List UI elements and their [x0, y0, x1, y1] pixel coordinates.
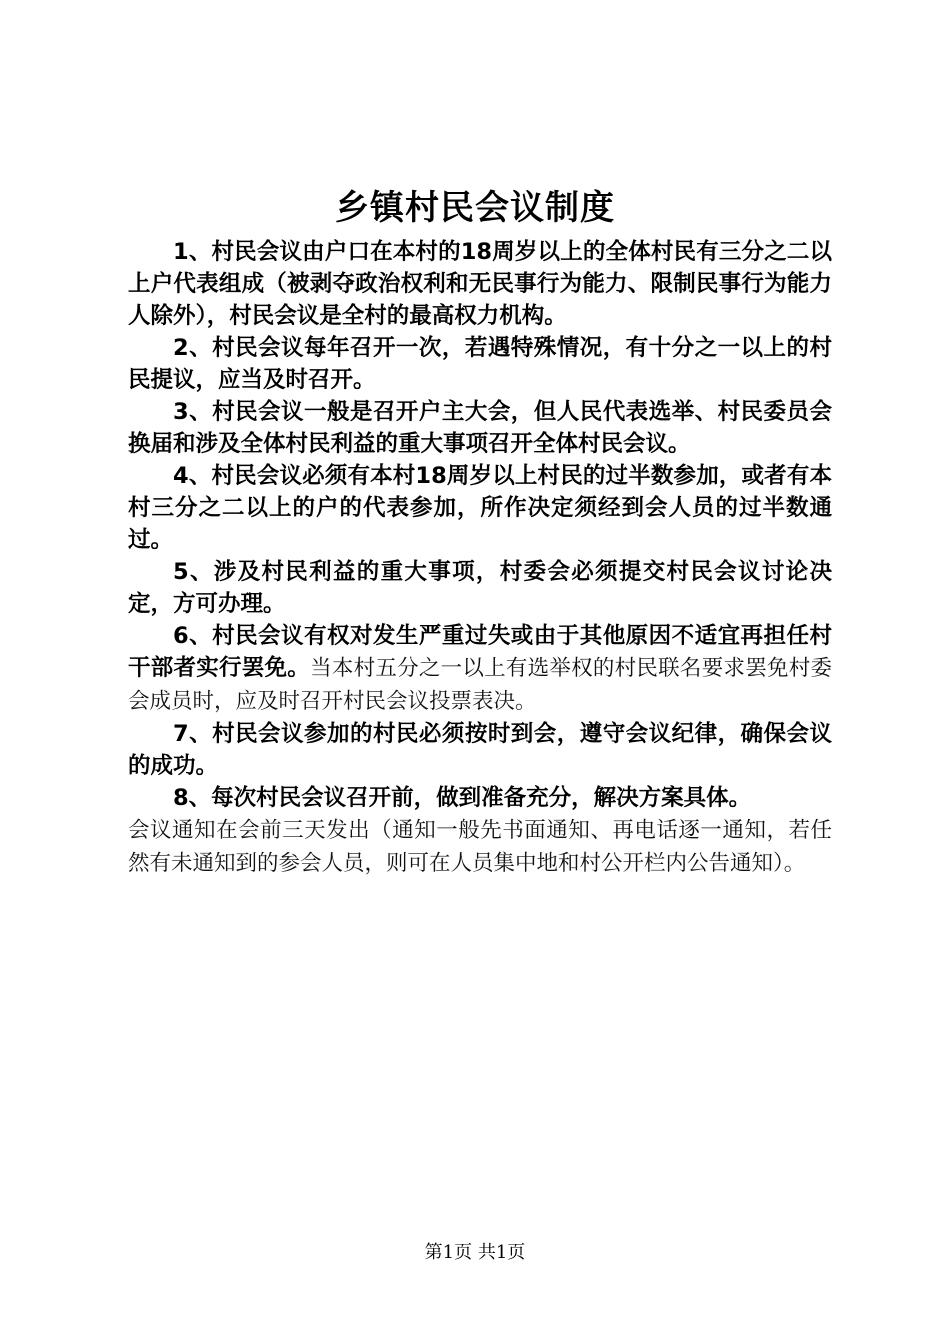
closing-text: 会议通知在会前三天发出（通知一般先书面通知、再电话逐一通知，若任然有未通知到的参会人员，则可在人员集中地和村公开栏内公告通知）。	[128, 818, 832, 876]
closing-paragraph	[128, 814, 832, 880]
paragraph-5	[128, 556, 832, 620]
paragraph-4-text: 4、村民会议必须有本村18周岁以上村民的过半数参加，或者有本村三分之二以上的户的代表参加，所作决定须经到会人员的过半数通过。	[128, 463, 832, 553]
page-number: 第1页 共1页	[424, 1242, 526, 1263]
paragraph-7	[128, 718, 832, 782]
paragraph-8	[128, 782, 832, 814]
paragraph-2	[128, 332, 832, 396]
paragraph-5-text: 5、涉及村民利益的重大事项，村委会必须提交村民会议讨论决定，方可办理。	[128, 559, 832, 617]
paragraph-3	[128, 396, 832, 460]
paragraph-1-text: 1、村民会议由户口在本村的18周岁以上的全体村民有三分之二以上户代表组成（被剥夺政治权利和无民事行为能力、限制民事行为能力人除外），村民会议是全村的最高权力机构。	[128, 239, 832, 329]
paragraph-4	[128, 460, 832, 556]
paragraph-6-continuation: 当本村五分之一以上有选举权的村民联名要求罢免村委会成员时，应及时召开村民会议投票表决。	[128, 656, 832, 714]
paragraph-3-text: 3、村民会议一般是召开户主大会，但人民代表选举、村民委员会换届和涉及全体村民利益的重大事项召开全体村民会议。	[128, 399, 832, 457]
paragraph-1	[128, 236, 832, 332]
paragraph-8-text: 8、每次村民会议召开前，做到准备充分，解决方案具体。	[173, 785, 752, 811]
paragraph-6-text: 6、村民会议有权对发生严重过失或由于其他原因不适宜再担任村干部者实行罢免。	[128, 623, 832, 681]
document-body	[128, 236, 832, 880]
paragraph-2-text: 2、村民会议每年召开一次，若遇特殊情况，有十分之一以上的村民提议，应当及时召开。	[128, 335, 832, 393]
paragraph-6	[128, 620, 832, 718]
paragraph-7-text: 7、村民会议参加的村民必须按时到会，遵守会议纪律，确保会议的成功。	[128, 721, 832, 779]
document-title: 乡镇村民会议制度	[335, 188, 615, 228]
